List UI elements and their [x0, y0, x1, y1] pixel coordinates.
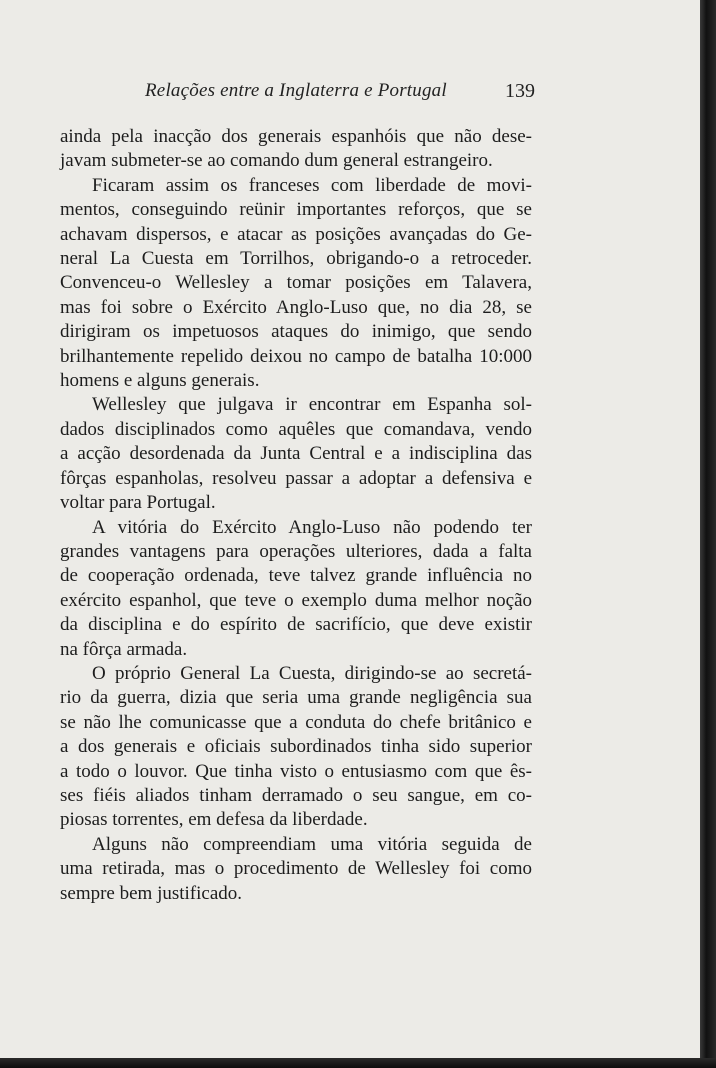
text-line: voltar para Portugal. [60, 492, 216, 514]
page-header [60, 80, 535, 112]
paragraph [60, 833, 532, 906]
paragraph [60, 125, 532, 174]
text-line: piosas torrentes, em defesa da liberdade. [60, 809, 368, 831]
text-line: O próprio General La Cuesta, dirigindo-se ao secretá- [92, 662, 532, 684]
paragraph [60, 174, 532, 394]
text-line: ses fiéis aliados tinham derramado o seu sangue, em co- [60, 784, 532, 806]
text-line: uma retirada, mas o procedimento de Wellesley foi como [60, 858, 532, 880]
text-line: a dos generais e oficiais subordinados tinha sido superior [60, 736, 532, 758]
text-line: mentos, conseguindo reünir importantes reforços, que se [60, 199, 532, 221]
text-line: achavam dispersos, e atacar as posições avançadas do Ge- [60, 223, 532, 245]
text-line: Convenceu-o Wellesley a tomar posições em Talavera, [60, 272, 532, 294]
text-line: sempre bem justificado. [60, 882, 243, 904]
paragraph [60, 662, 532, 833]
text-line: fôrças espanholas, resolveu passar a adoptar a defensiva e [60, 467, 532, 489]
page-number: 139 [505, 80, 535, 102]
text-line: na fôrça armada. [60, 638, 188, 660]
text-line: se não lhe comunicasse que a conduta do chefe britânico e [60, 711, 532, 733]
text-line: mas foi sobre o Exército Anglo-Luso que, no dia 28, se [60, 296, 532, 318]
page-edge-bottom [0, 1058, 716, 1068]
text-line: ainda pela inacção dos generais espanhóis que não dese- [60, 126, 532, 147]
text-line: grandes vantagens para operações ulteriores, dada a falta [60, 540, 532, 562]
text-line: dirigiram os impetuosos ataques do inimigo, que sendo [60, 321, 532, 343]
text-line: exército espanhol, que teve o exemplo duma melhor noção [60, 589, 532, 611]
text-line: dados disciplinados como aquêles que comandava, vendo [60, 418, 532, 440]
text-line: rio da guerra, dizia que seria uma grande negligência sua [60, 687, 532, 709]
text-line: Ficaram assim os franceses com liberdade de movi- [92, 174, 532, 196]
paragraph [60, 516, 532, 662]
paragraph [60, 393, 532, 515]
text-line: neral La Cuesta em Torrilhos, obrigando-o a retroceder. [60, 248, 532, 270]
text-line: Alguns não compreendiam uma vitória seguida de [92, 833, 532, 855]
page-edge-right [700, 0, 716, 1068]
text-line: javam submeter-se ao comando dum general estrangeiro. [60, 150, 493, 172]
running-title: Relações entre a Inglaterra e Portugal [145, 80, 447, 101]
text-line: A vitória do Exército Anglo-Luso não podendo ter [92, 516, 532, 538]
text-line: Wellesley que julgava ir encontrar em Espanha sol- [92, 394, 532, 416]
text-line: a todo o louvor. Que tinha visto o entusiasmo com que ês- [60, 760, 532, 782]
text-line: a acção desordenada da Junta Central e a indisciplina das [60, 443, 532, 465]
body-text [60, 125, 532, 906]
text-line: da disciplina e do espírito de sacrifício, que deve existir [60, 614, 532, 636]
text-line: brilhantemente repelido deixou no campo de batalha 10:000 [60, 345, 532, 367]
text-line: de cooperação ordenada, teve talvez grande influência no [60, 565, 532, 587]
text-line: homens e alguns generais. [60, 370, 260, 392]
